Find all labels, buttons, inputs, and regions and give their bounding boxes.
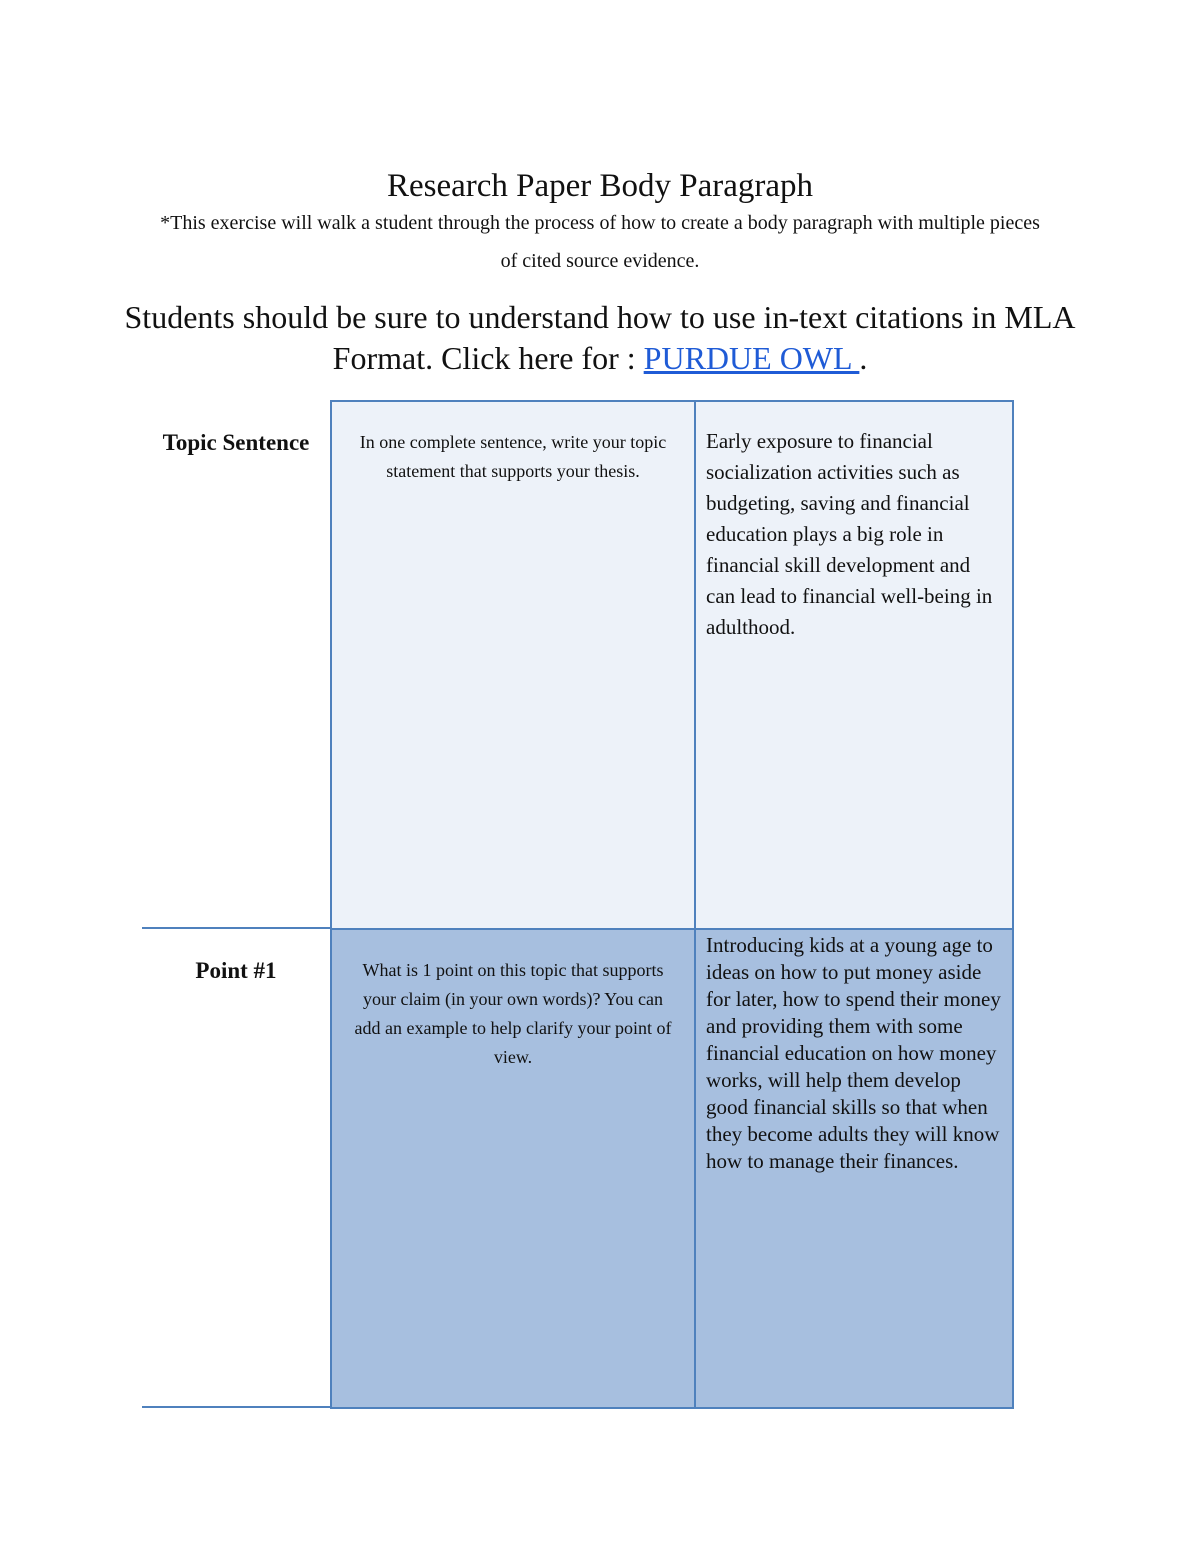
document-subtitle: *This exercise will walk a student through the process of how to create a body paragraph with multiple pieces of cited source evidence.	[160, 212, 1040, 272]
row-label-point-1: Point #1	[195, 958, 277, 983]
table-bottom-line	[142, 1406, 332, 1408]
purdue-owl-link[interactable]: PURDUE OWL	[643, 340, 860, 376]
topic-prompt-cell	[330, 400, 696, 930]
point1-answer-text: Introducing kids at a young age to ideas on how to put money aside for later, how to spend their money and providing them with some financial education on how money works, will help them develop good financial skills so that when they become adults they will know how to manage their finances.	[706, 933, 1001, 1173]
mla-note	[120, 297, 1080, 379]
topic-prompt-text: In one complete sentence, write your topic statement that supports your thesis.	[359, 432, 667, 481]
mla-note-end: .	[859, 340, 868, 376]
point1-answer-cell[interactable]	[694, 928, 1014, 1409]
topic-answer-cell[interactable]	[694, 400, 1014, 930]
row-label-topic-sentence: Topic Sentence	[162, 430, 310, 455]
point1-prompt-text: What is 1 point on this topic that supports your claim (in your own words)? You can add an example to help clarify your point of view.	[354, 960, 672, 1067]
document-title: Research Paper Body Paragraph	[386, 168, 814, 204]
topic-answer-text: Early exposure to financial socialization activities such as budgeting, saving and financial education plays a big role in financial skill development and can lead to financial well-being in adulthood.	[706, 429, 993, 639]
point1-prompt-cell	[330, 928, 696, 1409]
mla-note-text: Students should be sure to understand how to use in-text citations in MLA Format. Click here for :	[124, 299, 1076, 376]
row-divider-line	[142, 927, 332, 929]
